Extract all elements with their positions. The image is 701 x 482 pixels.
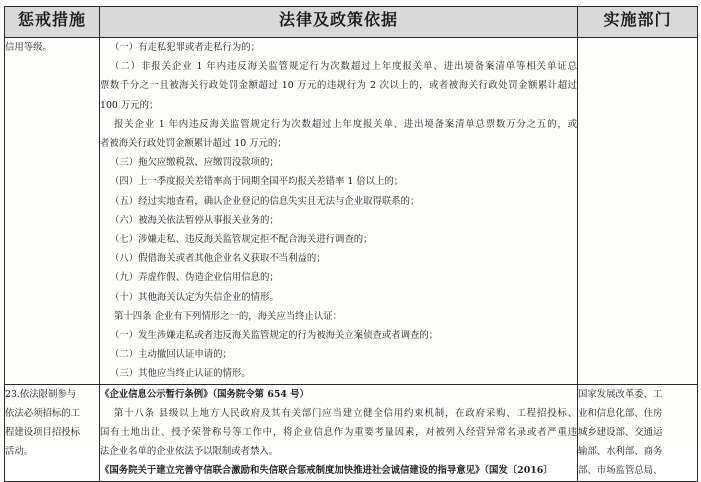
department-cell (578, 384, 698, 481)
list-item: 国有土地出让、授予荣誉称号等工作中，将企业信息作为重要考量因素，对被列入经营异常名录或者严重违 (100, 427, 577, 439)
department-cell (578, 38, 698, 385)
list-item: （一）发生涉嫌走私或者违反海关监管规定的行为被海关立案侦查或者调查的； (110, 330, 439, 342)
measure-cell (5, 38, 100, 385)
table-header-row (5, 7, 698, 38)
list-item: （一）有走私犯罪或者走私行为的； (110, 42, 261, 53)
table-row (5, 384, 698, 481)
table-row (5, 38, 698, 385)
department-line: 部、市场监管总局、 (578, 465, 663, 477)
list-item: 法企业名单的企业依法予以限制或者禁入。 (100, 446, 279, 458)
list-item: （八）假借海关或者其他企业名义获取不当利益的； (110, 253, 326, 265)
list-item: （七）涉嫌走私、违反海关监管规定拒不配合海关进行调查的； (110, 234, 373, 246)
list-item: （五）经过实地查看，确认企业登记的信息失实且无法与企业取得联系的； (110, 195, 420, 207)
list-item: （六）被海关依法暂停从事报关业务的； (110, 214, 279, 226)
department-line: 业和信息化部、住房 (578, 407, 663, 419)
list-item: （十）其他海关认定为失信企业的情形。 (110, 291, 279, 303)
list-item: （九）弄虚作假、伪造企业信用信息的； (110, 272, 279, 284)
measure-text: 信用等级。 (5, 42, 52, 53)
list-item: （四）上一季度报关差错率高于同期全国平均报关差错率 1 倍以上的； (110, 176, 404, 188)
policy-title: 《国务院关于建立完善守信联合激励和失信联合惩戒制度加快推进社会诚信建设的指导意见》（国发〔2016〕 (100, 465, 553, 477)
list-item: （二）主动撤回认证申请的； (110, 349, 232, 361)
department-line: 城乡建设部、交通运 (578, 427, 663, 439)
measure-text: 程建设项目招投标 (5, 427, 81, 439)
measure-text: 23.依法限制参与 (5, 388, 77, 400)
legal-basis-cell (100, 38, 578, 385)
legal-basis-cell (100, 384, 578, 481)
list-item: 第十八条 县级以上地方人民政府及其有关部门应当建立健全信用约束机制，在政府采购、工程招投标、 (114, 407, 577, 419)
list-item: 报关企业 1 年内违反海关监管规定行为次数超过上年度报关单、进出境备案清单总票数万分之五的，或 (114, 118, 577, 130)
law-title: 《企业信息公示暂行条例》（国务院令第 654 号） (100, 388, 309, 400)
list-item: （二）非报关企业 1 年内违反海关监管规定行为次数超过上年度报关单、进出境备案清单等相关单证总 (110, 61, 577, 73)
list-item: （三）其他应当终止认证的情形。 (110, 368, 251, 380)
measure-cell (5, 384, 100, 481)
department-line: 国家发展改革委、工 (578, 388, 663, 400)
measure-text: 活动。 (5, 446, 34, 458)
list-item: 票数千分之一且被海关行政处罚金额超过 10 万元的违规行为 2 次以上的，或者被海关行政处罚金额累计超过 (100, 80, 577, 92)
list-item: 100 万元的； (100, 99, 159, 111)
header-legal-basis: 法律及政策依据 (100, 7, 578, 38)
header-measures: 惩戒措施 (5, 7, 100, 38)
department-line: 输部、水利部、商务 (578, 446, 663, 458)
punishment-measures-table (4, 6, 698, 482)
header-departments: 实施部门 (578, 7, 698, 38)
list-item: （三）拖欠应缴税款、应缴罚没款项的； (110, 157, 279, 169)
list-item: 第十四条 企业有下列情形之一的，海关应当终止认证： (114, 310, 342, 322)
list-item: 者被海关行政处罚金额累计超过 10 万元的； (100, 138, 287, 150)
measure-text: 依法必须招标的工 (5, 407, 81, 419)
